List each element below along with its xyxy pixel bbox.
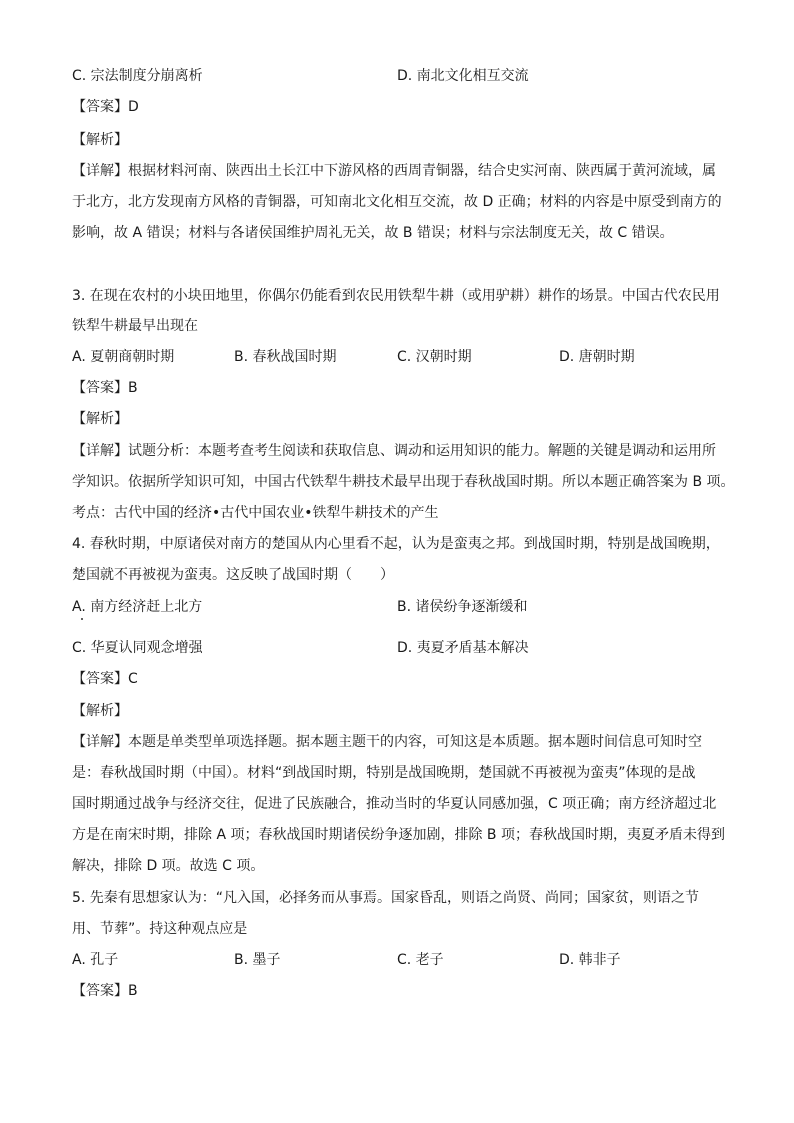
q3-option-c: C. 汉朝时期 xyxy=(397,349,472,365)
q3-detail-line-1: 【详解】试题分析：本题考查考生阅读和获取信息、调动和运用知识的能力。解题的关键是调动和运用所 xyxy=(72,443,716,459)
q4-detail-line-2: 是：春秋战国时期（中国）。材料“到战国时期，特别是战国晚期，楚国就不再被视为蛮夷”体现的是战 xyxy=(72,765,696,781)
q3-detail-line-2: 学知识。依据所学知识可知，中国古代铁犁牛耕技术最早出现于春秋战国时期。所以本题正确答案为 B 项。 xyxy=(72,474,735,490)
q4-detail-line-3: 国时期通过战争与经济交往，促进了民族融合，推动当时的华夏认同感加强，C 项正确；南方经济超过北 xyxy=(72,796,717,812)
q2-option-c: C. 宗法制度分崩离析 xyxy=(72,68,203,84)
q5-stem-line-2: 用、节葬”。持这种观点应是 xyxy=(72,921,248,937)
q4-stem-line-2: 楚国就不再被视为蛮夷。这反映了战国时期（ ） xyxy=(72,567,394,583)
q4-option-d: D. 夷夏矛盾基本解决 xyxy=(397,640,529,656)
q3-detail-line-3: 考点：古代中国的经济•古代中国农业•铁犁牛耕技术的产生 xyxy=(72,505,439,521)
q4-analysis-label: 【解析】 xyxy=(72,703,128,719)
q5-option-b: B. 墨子 xyxy=(234,952,281,968)
q5-option-d: D. 韩非子 xyxy=(559,952,621,968)
q2-detail-line-3: 影响，故 A 错误；材料与各诸侯国维护周礼无关，故 B 错误；材料与宗法制度无关，故 C 错误。 xyxy=(72,225,674,241)
q5-answer: 【答案】B xyxy=(72,983,138,999)
q4-detail-line-4: 方是在南宋时期，排除 A 项；春秋战国时期诸侯纷争逐加剧，排除 B 项；春秋战国时期，夷夏矛盾未得到 xyxy=(72,827,725,843)
q2-detail-line-1: 【详解】根据材料河南、陕西出土长江中下游风格的西周青铜器，结合史实河南、陕西属于黄河流域，属 xyxy=(72,163,716,179)
q3-stem-line-2: 铁犁牛耕最早出现在 xyxy=(72,318,198,334)
q5-stem-line-1: 5. 先秦有思想家认为：“凡入国，必择务而从事焉。国家昏乱，则语之尚贤、尚同；国家贫，则语之节 xyxy=(72,890,700,906)
q2-option-d: D. 南北文化相互交流 xyxy=(397,68,529,84)
q3-option-b: B. 春秋战国时期 xyxy=(234,349,337,365)
q3-option-a: A. 夏朝商朝时期 xyxy=(72,349,175,365)
q5-option-a: A. 孔子 xyxy=(72,952,119,968)
q5-option-c: C. 老子 xyxy=(397,952,444,968)
q4-option-a: A. 南方经济赶上北方 xyxy=(72,599,203,615)
q3-option-d: D. 唐朝时期 xyxy=(559,349,635,365)
q2-answer: 【答案】D xyxy=(72,99,139,115)
q3-analysis-label: 【解析】 xyxy=(72,411,128,427)
q2-analysis-label: 【解析】 xyxy=(72,132,128,148)
q4-option-c: C. 华夏认同观念增强 xyxy=(72,640,203,656)
q3-stem-line-1: 3. 在现在农村的小块田地里，你偶尔仍能看到农民用铁犁牛耕（或用驴耕）耕作的场景。中国古代农民用 xyxy=(72,288,720,304)
q4-detail-line-1: 【详解】本题是单类型单项选择题。据本题主题干的内容，可知这是本质题。据本题时间信息可知时空 xyxy=(72,734,702,750)
q4-answer: 【答案】C xyxy=(72,671,138,687)
stray-dot-mark xyxy=(81,618,83,620)
q4-detail-line-5: 解决，排除 D 项。故选 C 项。 xyxy=(72,858,265,874)
q2-detail-line-2: 于北方，北方发现南方风格的青铜器，可知南北文化相互交流，故 D 正确；材料的内容是中原受到南方的 xyxy=(72,194,722,210)
q4-stem-line-1: 4. 春秋时期，中原诸侯对南方的楚国从内心里看不起，认为是蛮夷之邦。到战国时期，特别是战国晚期， xyxy=(72,536,720,552)
q4-option-b: B. 诸侯纷争逐渐缓和 xyxy=(397,599,528,615)
q3-answer: 【答案】B xyxy=(72,380,138,396)
